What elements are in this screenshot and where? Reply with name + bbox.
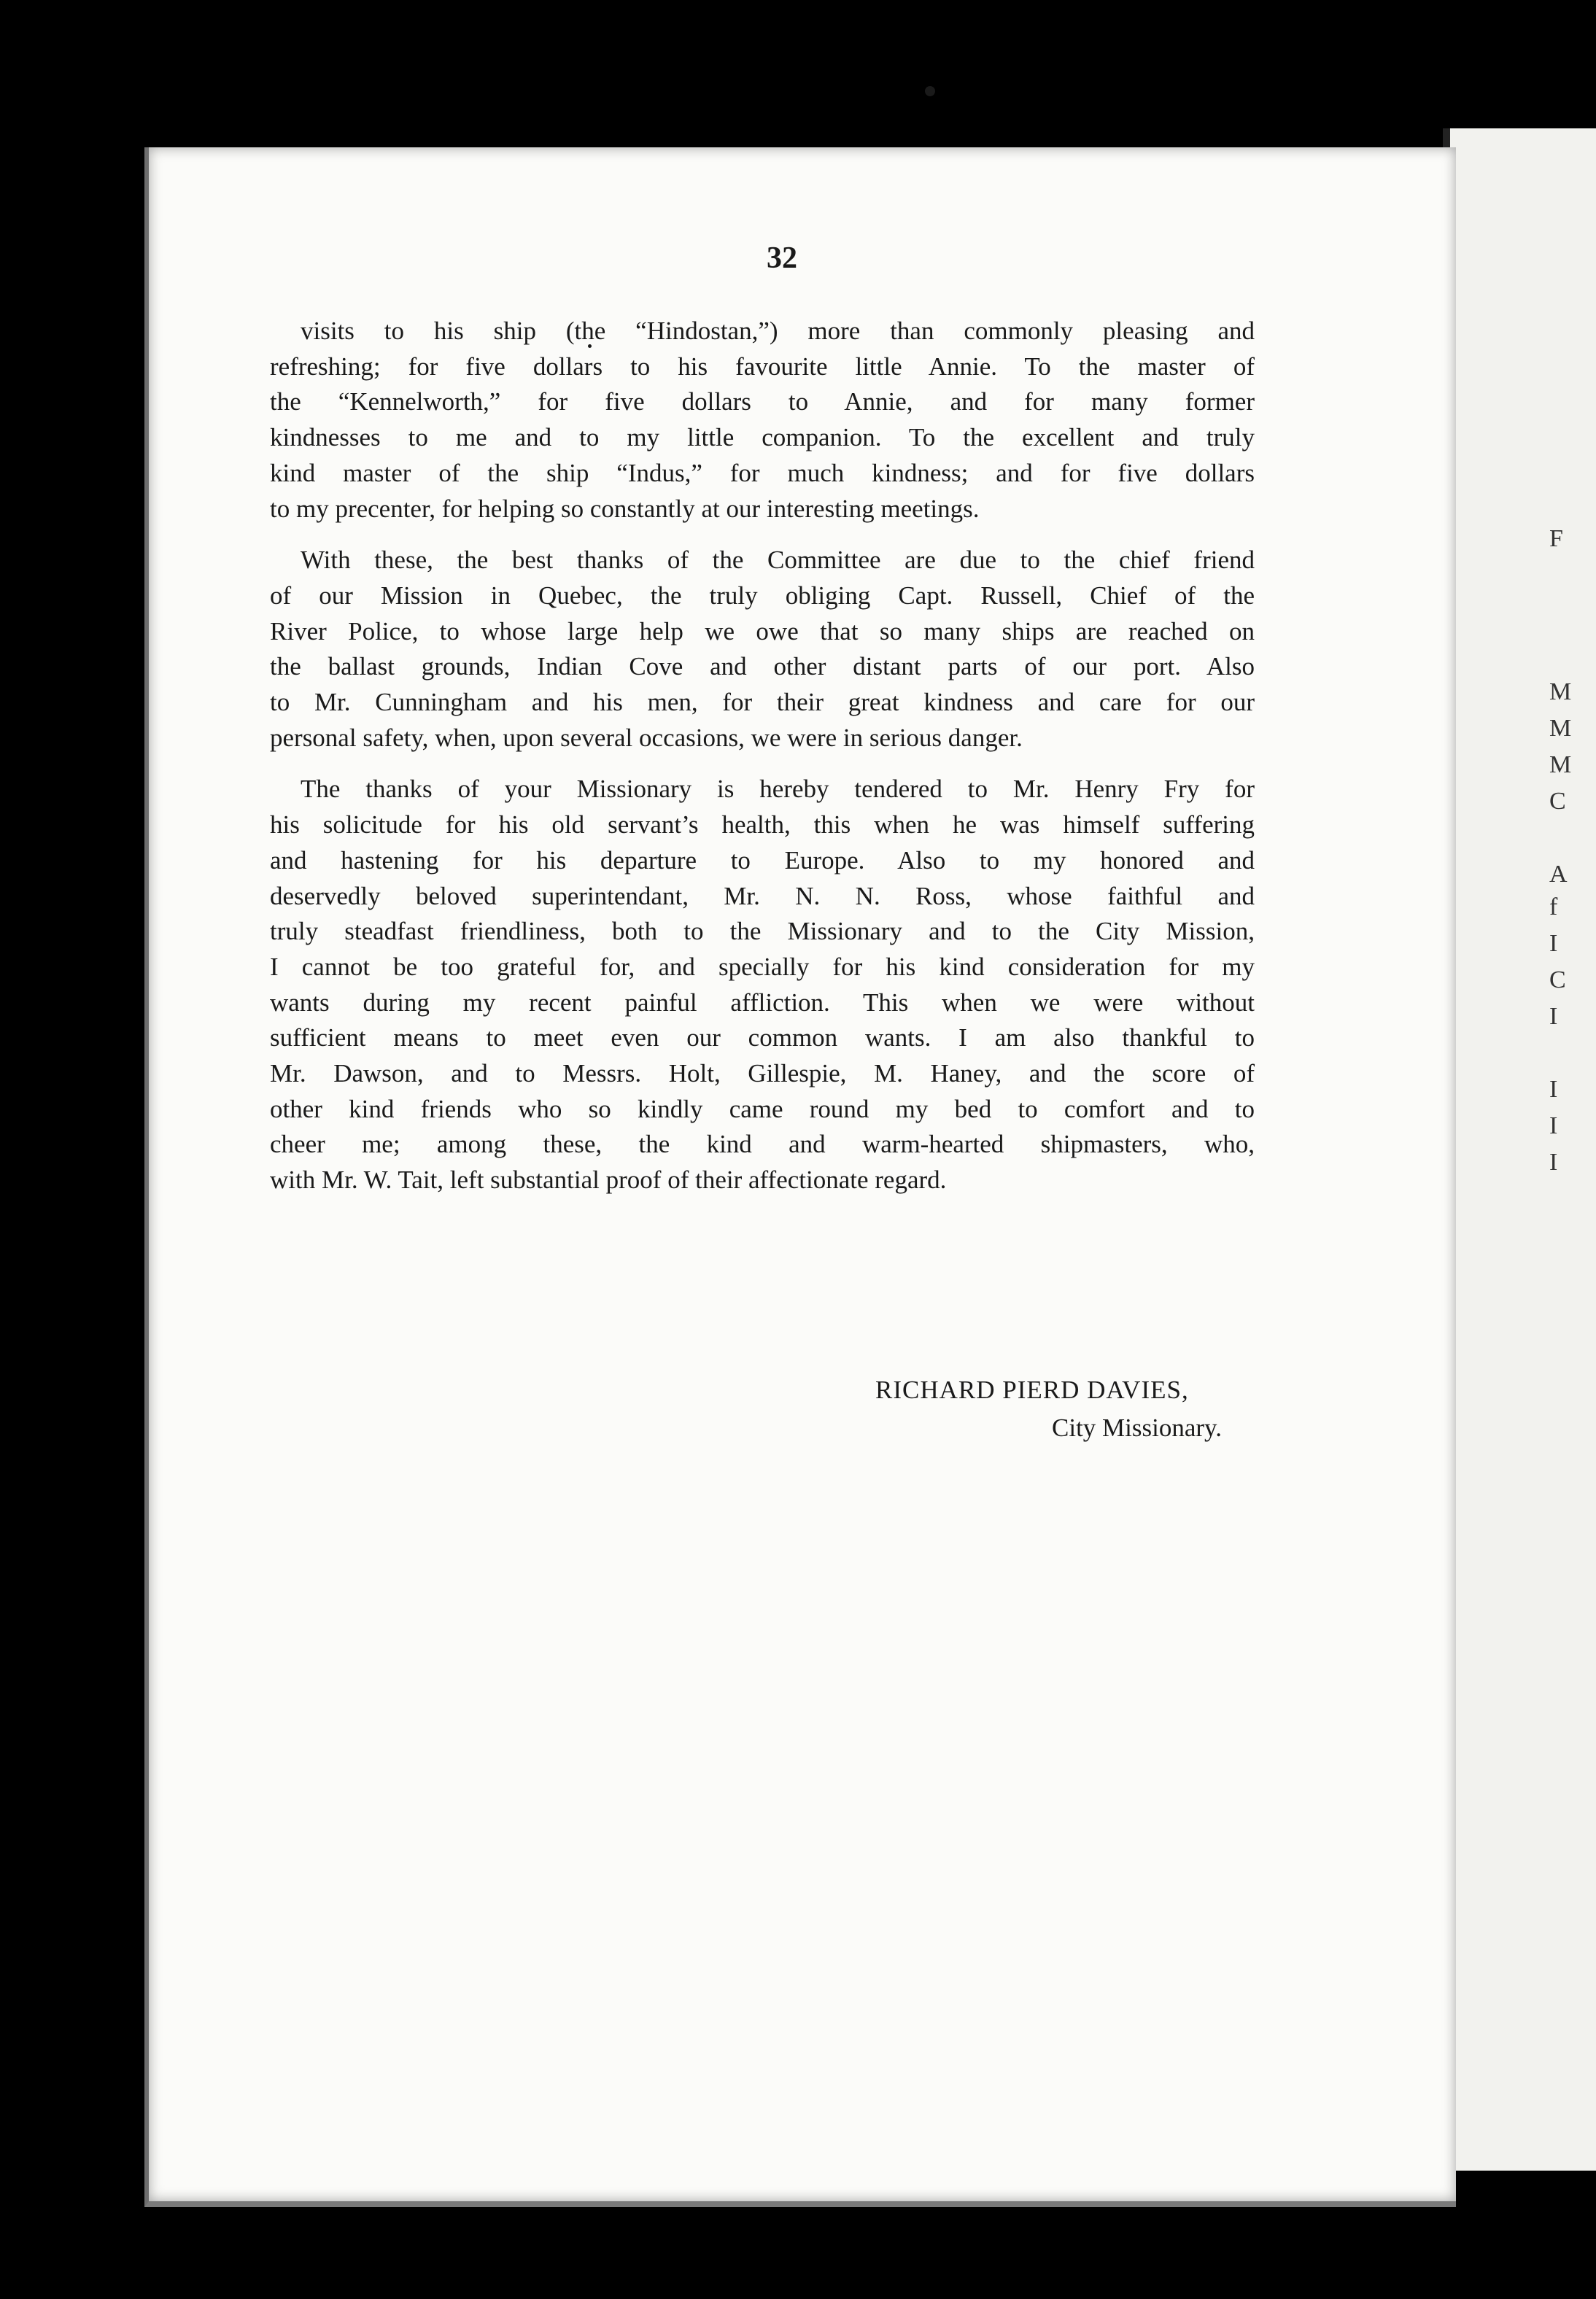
adjacent-page-letter: A: [1549, 861, 1568, 888]
paragraph: [270, 772, 1255, 1198]
text-line: Mr. Dawson, and to Messrs. Holt, Gillespie, M. Haney, and the score of: [270, 1059, 1255, 1088]
paragraph: [270, 543, 1255, 756]
adjacent-page-letters: [1549, 0, 1572, 2299]
page-number: 32: [767, 241, 797, 275]
signature-name: RICHARD PIERD DAVIES,: [875, 1376, 1189, 1404]
adjacent-page-letter: M: [1549, 715, 1572, 742]
text-line: kindnesses to me and to my little companion. To the excellent and truly: [270, 423, 1255, 452]
adjacent-page-letter: I: [1549, 1149, 1558, 1176]
text-line: The thanks of your Missionary is hereby tendered to Mr. Henry Fry for: [301, 775, 1255, 804]
signature-block: [270, 1371, 1240, 1447]
text-line: and hastening for his departure to Europe. Also to my honored and: [270, 845, 1255, 875]
adjacent-page-letter: M: [1549, 678, 1572, 705]
dust-speck: [925, 86, 935, 96]
adjacent-page-letter: I: [1549, 930, 1558, 957]
text-line: the ballast grounds, Indian Cove and other distant parts of our port. Also: [270, 652, 1255, 681]
text-line: wants during my recent painful affliction. This when we were without: [270, 988, 1255, 1017]
text-line: other kind friends who so kindly came round my bed to comfort and to: [270, 1094, 1255, 1123]
text-line: truly steadfast friendliness, both to the Missionary and to the City Mission,: [270, 917, 1255, 946]
paragraph: [270, 314, 1255, 527]
text-line: to my precenter, for helping so constantly at our interesting meetings.: [270, 494, 980, 523]
text-line: the “Kennelworth,” for five dollars to Annie, and for many former: [270, 387, 1255, 416]
adjacent-page-letter: I: [1549, 1112, 1558, 1139]
text-line: kind master of the ship “Indus,” for much kindness; and for five dollars: [270, 458, 1255, 487]
text-line: With these, the best thanks of the Committee are due to the chief friend: [301, 546, 1255, 575]
text-line: personal safety, when, upon several occasions, we were in serious danger.: [270, 723, 1023, 752]
text-line: with Mr. W. Tait, left substantial proof of their affectionate regard.: [270, 1166, 947, 1195]
adjacent-page-letter: M: [1549, 751, 1572, 778]
adjacent-page-letter: I: [1549, 1076, 1558, 1103]
text-line: River Police, to whose large help we owe that so many ships are reached on: [270, 616, 1255, 645]
adjacent-page-letter: C: [1549, 788, 1566, 815]
text-line: cheer me; among these, the kind and warm-hearted shipmasters, who,: [270, 1130, 1255, 1159]
text-line: sufficient means to meet even our common wants. I am also thankful to: [270, 1023, 1255, 1052]
adjacent-page-letter: I: [1549, 1003, 1558, 1030]
text-line: refreshing; for five dollars to his favourite little Annie. To the master of: [270, 352, 1255, 381]
body-text: [270, 314, 1255, 1214]
text-line: to Mr. Cunningham and his men, for their great kindness and care for our: [270, 688, 1255, 717]
adjacent-page-edge: [1443, 128, 1596, 2171]
signature-title: City Missionary.: [1052, 1414, 1223, 1442]
adjacent-page-letter: F: [1549, 525, 1563, 552]
adjacent-page-letter: C: [1549, 966, 1566, 993]
text-line: deservedly beloved superintendant, Mr. N. N. Ross, whose faithful and: [270, 881, 1255, 910]
text-line: his solicitude for his old servant’s health, this when he was himself suffering: [270, 810, 1255, 840]
text-line: I cannot be too grateful for, and specially for his kind consideration for my: [270, 952, 1255, 981]
text-line: of our Mission in Quebec, the truly obliging Capt. Russell, Chief of the: [270, 581, 1255, 610]
text-line: visits to his ship (the “Hindostan,”) more than commonly pleasing and: [301, 317, 1255, 345]
adjacent-page-letter: f: [1549, 893, 1558, 920]
